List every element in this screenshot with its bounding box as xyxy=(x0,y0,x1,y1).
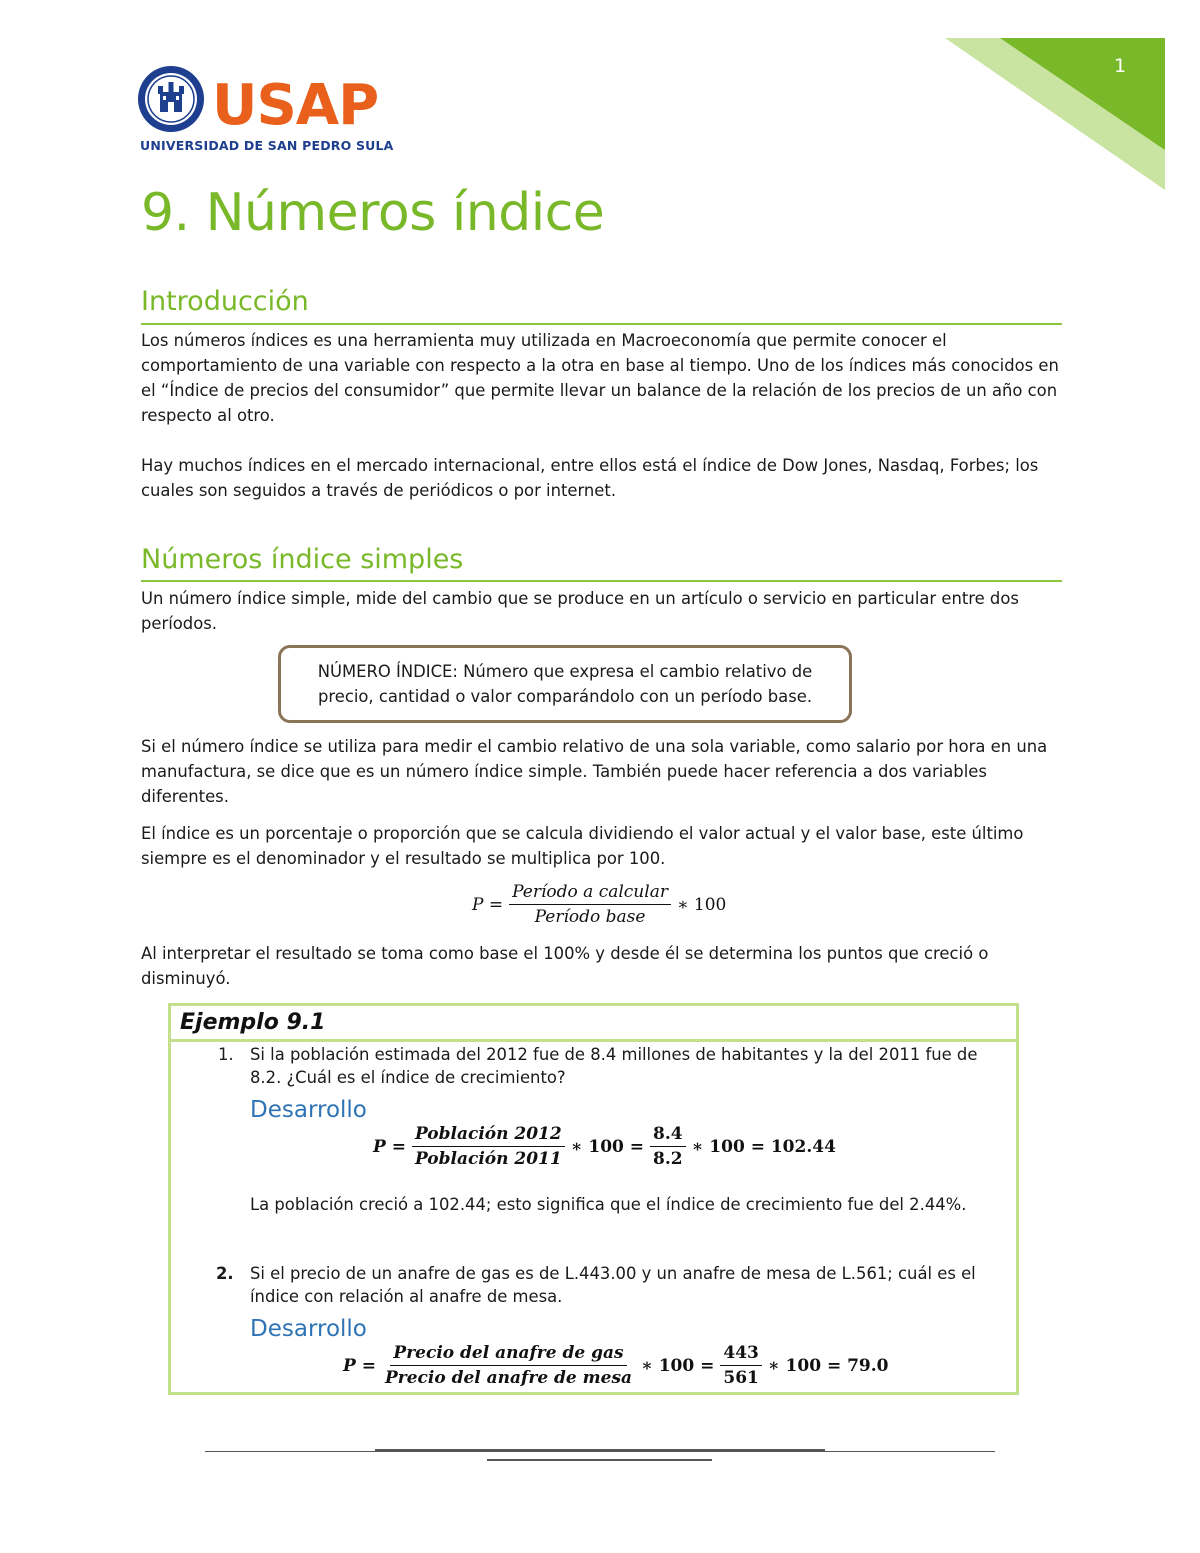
footer-rule xyxy=(375,1449,825,1451)
section-rule xyxy=(141,323,1062,325)
university-seal-icon xyxy=(136,64,206,134)
example-formula-1 xyxy=(373,1124,836,1169)
example-formula-2 xyxy=(343,1343,889,1388)
simple-paragraph-1: Un número índice simple, mide del cambio que se produce en un artículo o servicio en particular entre dos períodos. xyxy=(141,589,1019,633)
formula-middle: ∗ 100 = xyxy=(641,1355,715,1376)
intro-paragraph-1: Los números índices es una herramienta muy utilizada en Macroeconomía que permite conocer el comportamiento de una variable con respecto a la otra en base al tiempo. Uno de los índices más conocidos en el “Índice de precios del consumidor” que permite llevar un balance de la relación de los precios de un año con respecto al otro. xyxy=(141,331,1059,425)
example-item-number: 1. xyxy=(218,1045,234,1064)
formula-fraction xyxy=(509,882,671,927)
example-item-number: 2. xyxy=(216,1264,234,1283)
desarrollo-heading: Desarrollo xyxy=(250,1097,367,1123)
page-number: 1 xyxy=(1113,55,1127,77)
section-heading-numeros-indice-simples: Números índice simples xyxy=(141,544,464,575)
usap-logo xyxy=(136,64,394,160)
formula-lhs: P = xyxy=(343,1355,376,1376)
formula-numerator: Precio del anafre de gas xyxy=(390,1343,626,1366)
simple-paragraph-2: Si el número índice se utiliza para medir el cambio relativo de una sola variable, como salario por hora en una manufactura, se dice que es un número índice simple. También puede hacer referencia a dos variables diferentes. xyxy=(141,737,1048,806)
brand-name: USAP xyxy=(212,73,379,138)
footer-rule xyxy=(487,1459,712,1461)
page-title: 9. Números índice xyxy=(141,183,605,243)
simple-paragraph-4: Al interpretar el resultado se toma como base el 100% y desde él se determina los puntos que creció o disminuyó. xyxy=(141,944,989,988)
formula-denominator: 561 xyxy=(723,1368,759,1388)
brand-subtitle: UNIVERSIDAD DE SAN PEDRO SULA xyxy=(140,138,394,153)
formula-fraction xyxy=(382,1343,635,1388)
formula-rhs: ∗ 100 = 79.0 xyxy=(767,1355,889,1376)
example-item-text: Si la población estimada del 2012 fue de 8.4 millones de habitantes y la del 2011 fue de 8.2. ¿Cuál es el índice de crecimiento? xyxy=(250,1045,978,1087)
formula-rhs: ∗ 100 = 102.44 xyxy=(691,1136,836,1157)
example-title: Ejemplo 9.1 xyxy=(180,1010,326,1035)
intro-paragraph-2: Hay muchos índices en el mercado internacional, entre ellos está el índice de Dow Jones, Nasdaq, Forbes; los cuales son seguidos a través de periódicos o por internet. xyxy=(141,456,1039,500)
formula-numerator: 8.4 xyxy=(650,1124,686,1147)
formula-fraction xyxy=(720,1343,762,1388)
formula-denominator: Período base xyxy=(534,907,646,927)
formula-numerator: Población 2012 xyxy=(412,1124,565,1147)
definition-text: NÚMERO ÍNDICE: Número que expresa el cambio relativo de precio, cantidad o valor comparándolo con un período base. xyxy=(317,662,813,706)
example-box xyxy=(168,1003,1019,1395)
example-item-text: Si el precio de un anafre de gas es de L.443.00 y un anafre de mesa de L.561; cuál es el índice con relación al anafre de mesa. xyxy=(250,1264,976,1306)
desarrollo-heading: Desarrollo xyxy=(250,1316,367,1342)
formula-denominator: Población 2011 xyxy=(414,1149,562,1169)
formula-lhs: P = xyxy=(373,1136,406,1157)
formula-numerator: Período a calcular xyxy=(509,882,671,905)
formula-fraction xyxy=(650,1124,686,1169)
footer-rule xyxy=(205,1451,995,1452)
formula-denominator: 8.2 xyxy=(653,1149,683,1169)
formula-fraction xyxy=(412,1124,565,1169)
section-heading-introduccion: Introducción xyxy=(141,286,309,317)
example-conclusion: La población creció a 102.44; esto significa que el índice de crecimiento fue del 2.44%. xyxy=(250,1195,967,1214)
formula-numerator: 443 xyxy=(720,1343,762,1366)
formula-rhs: ∗ 100 xyxy=(676,894,727,915)
formula-lhs: P = xyxy=(472,894,504,915)
definition-box xyxy=(278,645,852,723)
simple-paragraph-3: El índice es un porcentaje o proporción que se calcula dividiendo el valor actual y el valor base, este último siempre es el denominador y el resultado se multiplica por 100. xyxy=(141,824,1024,868)
section-rule xyxy=(141,580,1062,582)
index-formula xyxy=(472,882,726,927)
example-header xyxy=(171,1006,1016,1042)
formula-middle: ∗ 100 = xyxy=(570,1136,645,1157)
formula-denominator: Precio del anafre de mesa xyxy=(384,1368,633,1388)
